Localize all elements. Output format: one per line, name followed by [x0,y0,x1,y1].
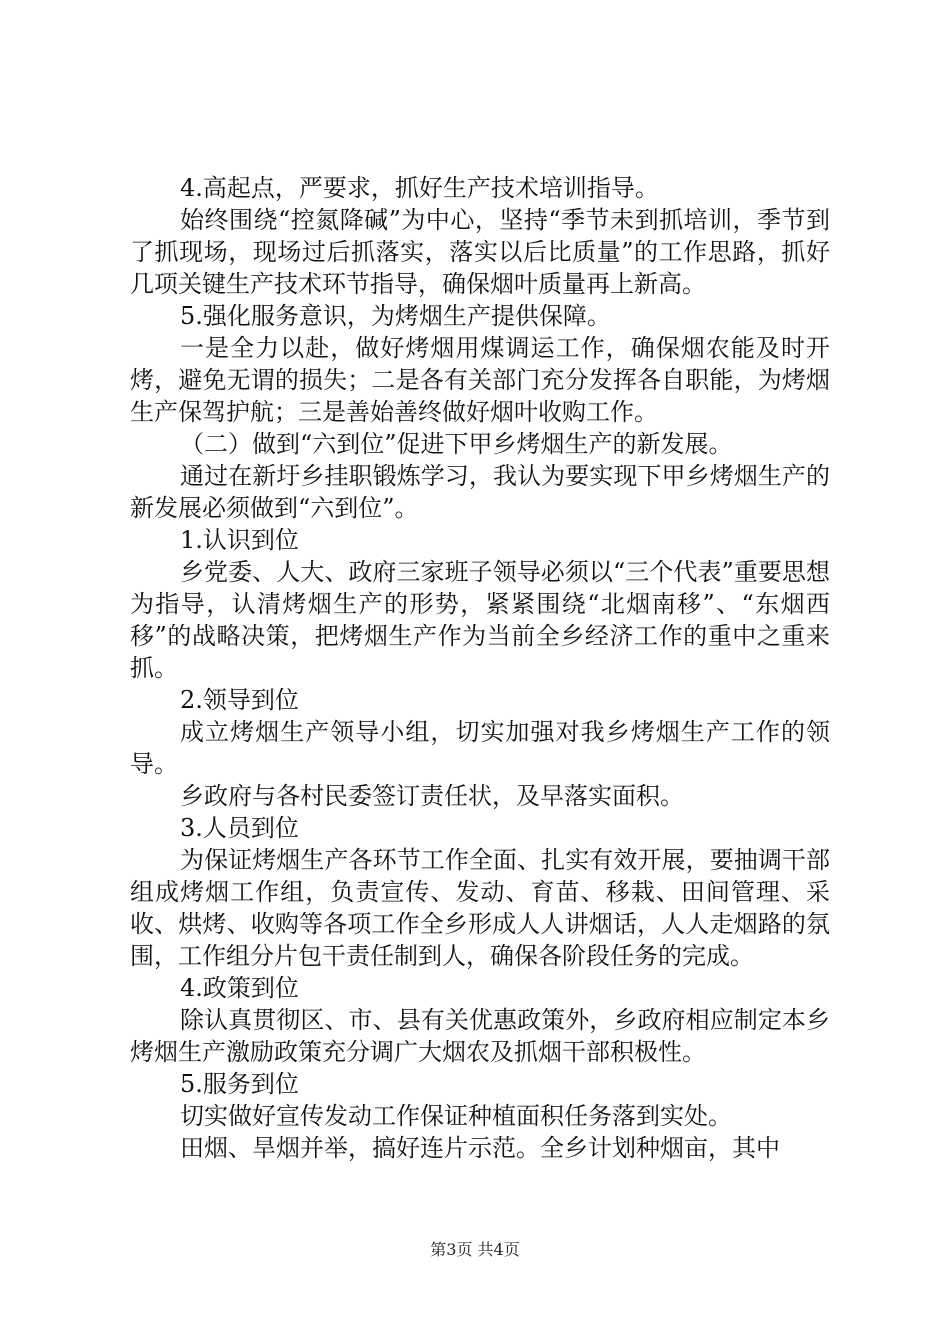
body-paragraph: 切实做好宣传发动工作保证种植面积任务落到实处。 [180,1102,732,1130]
section-heading: 5.强化服务意识，为烤烟生产提供保障。 [180,302,611,330]
body-paragraph: 田烟、旱烟并举，搞好连片示范。全乡计划种烟亩，其中 [180,1134,780,1162]
body-paragraph: 始终围绕“控氮降碱”为中心，坚持“季节未到抓培训，季节到了抓现场，现场过后抓落实，落实以后比质量”的工作思路，抓好几项关键生产技术环节指导，确保烟叶质量再上新高。 [130,206,830,298]
page-number-footer: 第3页 共4页 [430,1240,520,1259]
body-paragraph: 乡党委、人大、政府三家班子领导必须以“三个代表”重要思想为指导，认清烤烟生产的形势，紧紧围绕“北烟南移”、“东烟西移”的战略决策，把烤烟生产作为当前全乡经济工作的重中之重来抓。 [130,558,830,682]
document-body [130,172,830,1164]
section-heading: 2.领导到位 [180,686,299,714]
body-paragraph: 乡政府与各村民委签订责任状，及早落实面积。 [180,782,684,810]
body-paragraph: 除认真贯彻区、市、县有关优惠政策外，乡政府相应制定本乡烤烟生产激励政策充分调广大烟农及抓烟干部积极性。 [130,1006,830,1066]
body-paragraph: 为保证烤烟生产各环节工作全面、扎实有效开展，要抽调干部组成烤烟工作组，负责宣传、发动、育苗、移栽、田间管理、采收、烘烤、收购等各项工作全乡形成人人讲烟话，人人走烟路的氛围，工作组分片包干责任制到人，确保各阶段任务的完成。 [130,846,830,970]
body-paragraph: 成立烤烟生产领导小组，切实加强对我乡烤烟生产工作的领导。 [130,718,830,778]
section-heading: 5.服务到位 [180,1070,299,1098]
section-heading: 4.高起点，严要求，抓好生产技术培训指导。 [180,174,659,202]
section-heading: 4.政策到位 [180,974,299,1002]
section-heading: 1.认识到位 [180,526,299,554]
body-paragraph: 一是全力以赴，做好烤烟用煤调运工作，确保烟农能及时开烤，避免无谓的损失；二是各有关部门充分发挥各自职能，为烤烟生产保驾护航；三是善始善终做好烟叶收购工作。 [130,334,830,426]
body-paragraph: 通过在新圩乡挂职锻炼学习，我认为要实现下甲乡烤烟生产的新发展必须做到“六到位”。 [130,462,830,522]
section-heading: （二）做到“六到位”促进下甲乡烤烟生产的新发展。 [180,430,733,458]
section-heading: 3.人员到位 [180,814,299,842]
